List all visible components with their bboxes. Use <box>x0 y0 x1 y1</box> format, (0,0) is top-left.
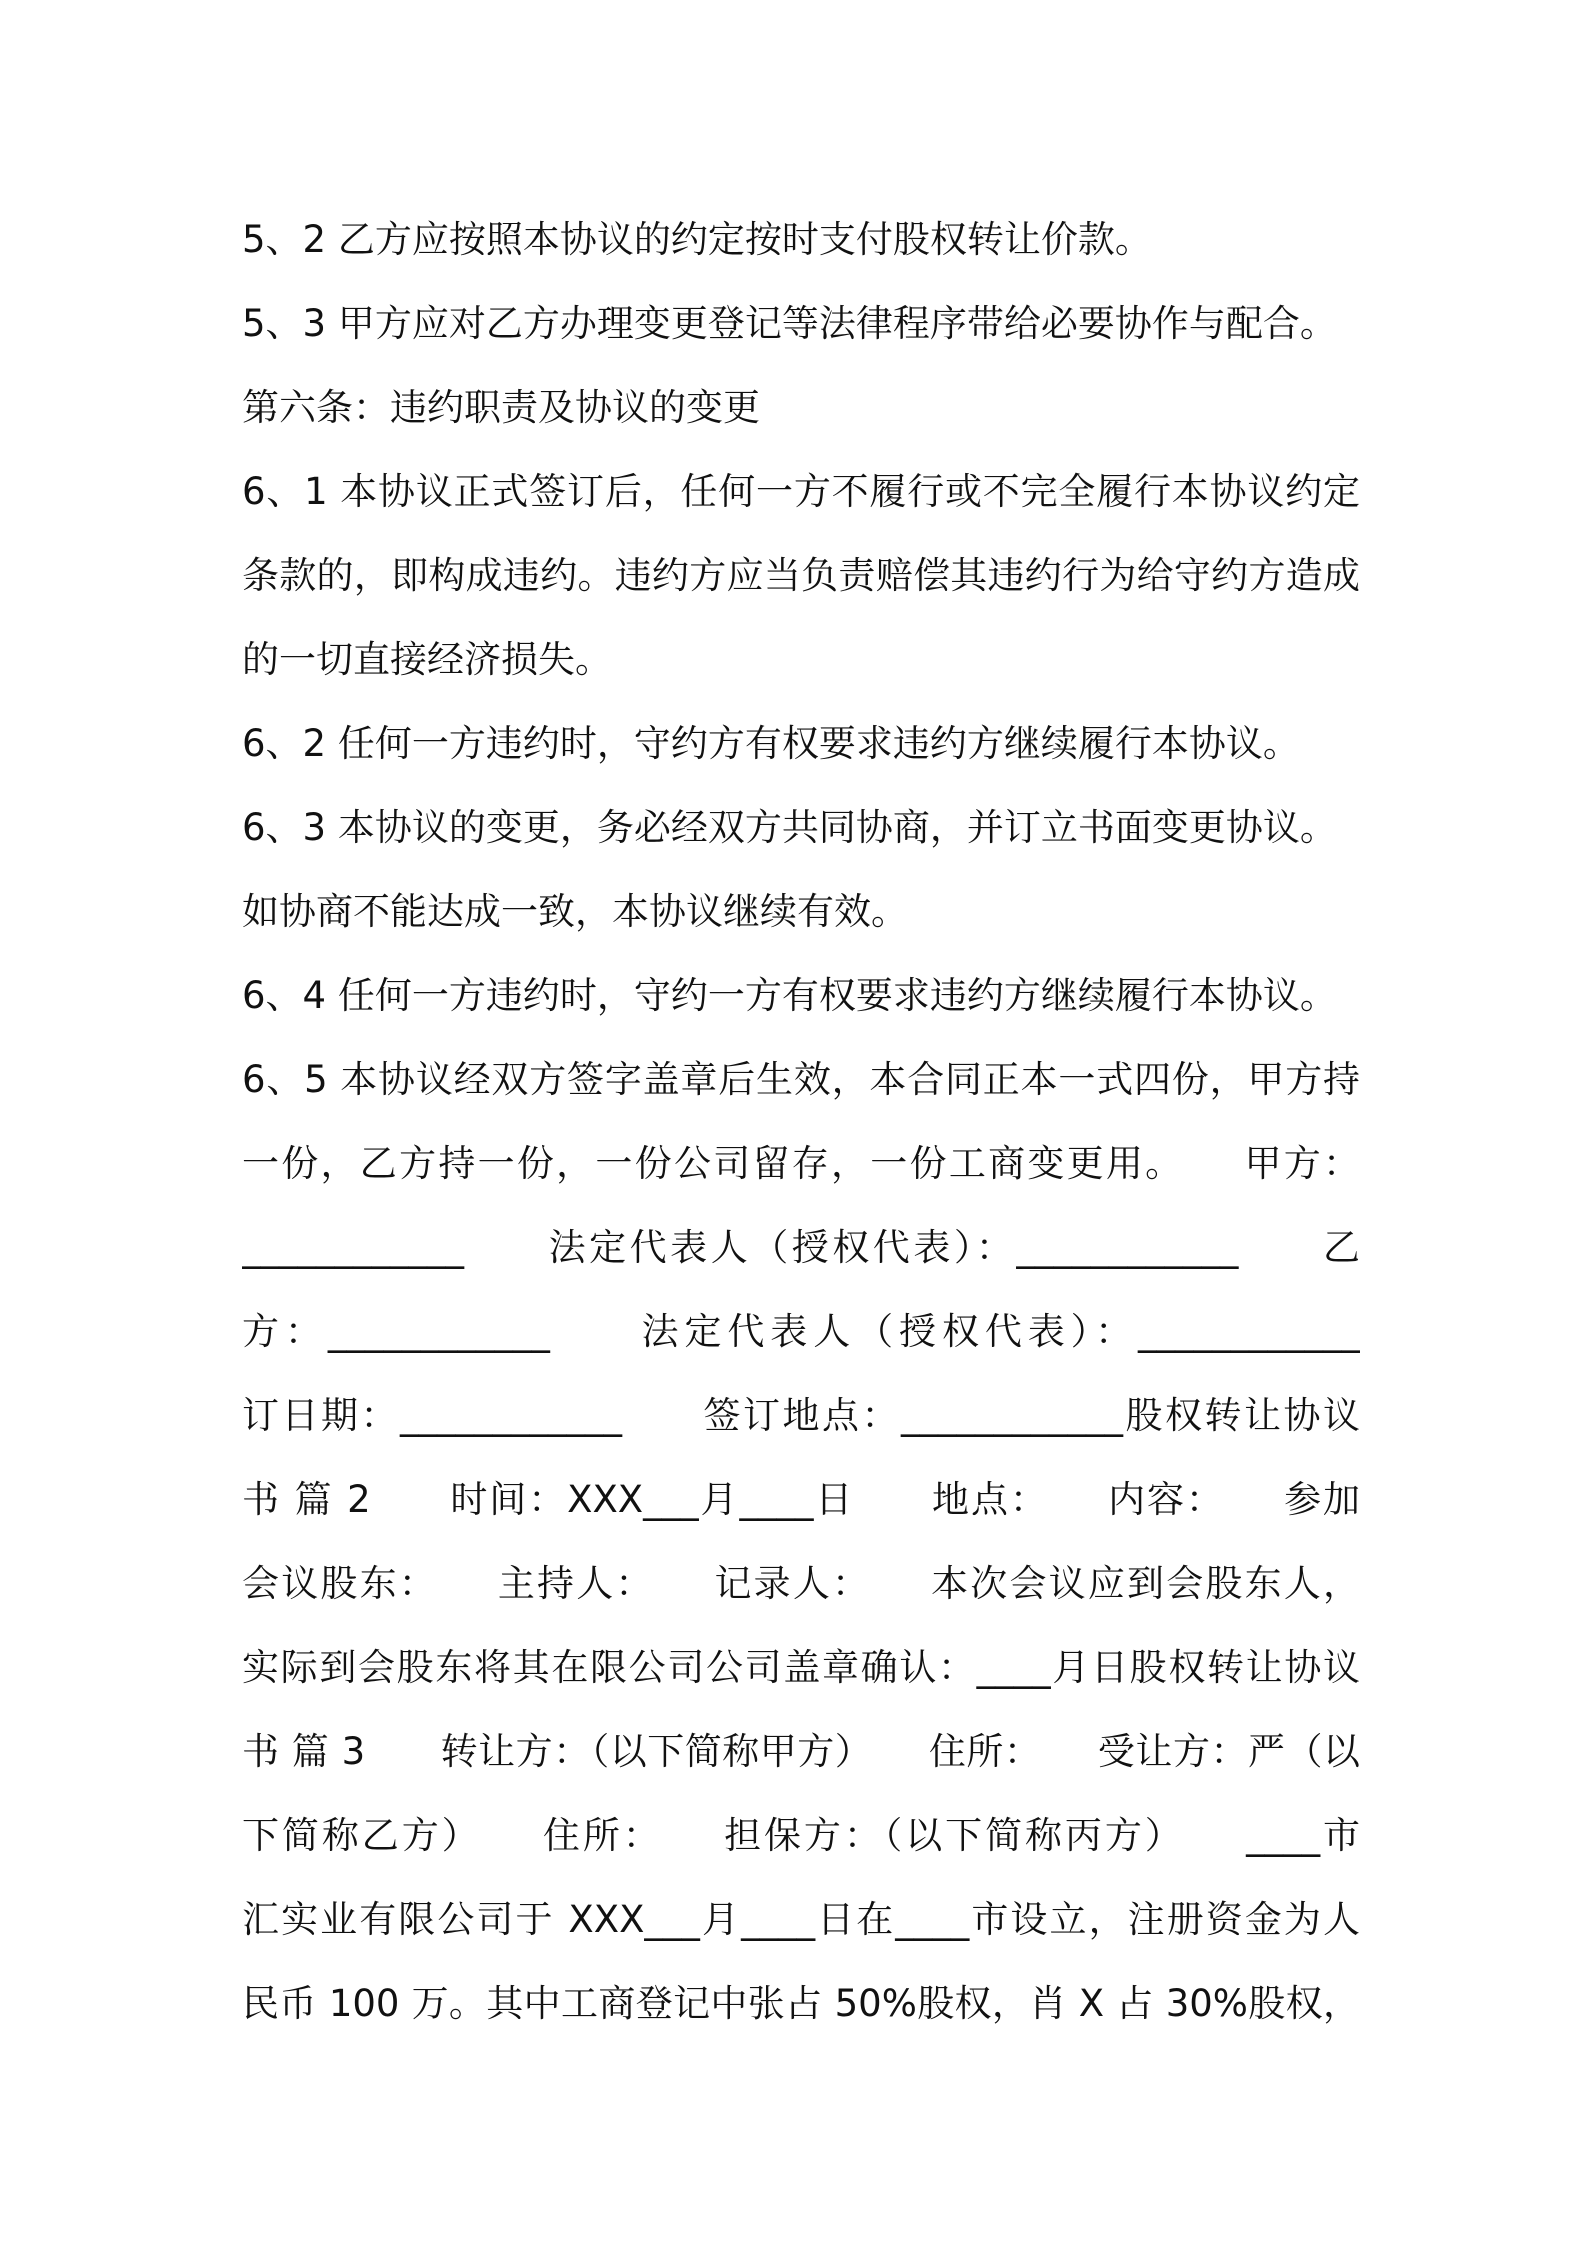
text-line: 书 篇 3 转让方：（以下简称甲方） 住所： 受让方：严（以 <box>242 1730 1360 1773</box>
document-body <box>242 198 1360 2046</box>
text-line: 6、5 本协议经双方签字盖章后生效，本合同正本一式四份，甲方持 <box>242 1058 1360 1101</box>
text-line: 6、2 任何一方违约时，守约方有权要求违约方继续履行本协议。 <box>242 722 1300 765</box>
text-line: 6、4 任何一方违约时，守约一方有权要求违约方继续履行本协议。 <box>242 974 1337 1017</box>
text-line: 条款的，即构成违约。违约方应当负责赔偿其违约行为给守约方造成 <box>242 554 1360 597</box>
text-line: 5、2 乙方应按照本协议的约定按时支付股权转让价款。 <box>242 218 1152 261</box>
signature-line: 订日期：____________ 签订地点：____________股权转让协议 <box>242 1394 1360 1437</box>
signature-line: 方：____________ 法定代表人（授权代表）：____________ <box>242 1310 1360 1353</box>
text-line: 实际到会股东将其在限公司公司盖章确认：____月日股权转让协议 <box>242 1646 1360 1689</box>
text-line: 书 篇 2 时间：XXX___月____日 地点： 内容： 参加 <box>242 1478 1360 1521</box>
text-line: 民币 100 万。其中工商登记中张占 50%股权，肖 X 占 30%股权， <box>242 1982 1360 2025</box>
text-line: 6、1 本协议正式签订后，任何一方不履行或不完全履行本协议约定 <box>242 470 1360 513</box>
text-line: 一份，乙方持一份，一份公司留存，一份工商变更用。 甲方： <box>242 1142 1360 1185</box>
signature-line: ____________ 法定代表人（授权代表）：____________ 乙 <box>242 1226 1360 1269</box>
text-line: 下简称乙方） 住所： 担保方：（以下简称丙方） ____市 <box>242 1814 1360 1857</box>
text-line: 如协商不能达成一致，本协议继续有效。 <box>242 890 908 933</box>
text-line: 汇实业有限公司于 XXX___月____日在____市设立，注册资金为人 <box>242 1898 1360 1941</box>
text-line: 6、3 本协议的变更，务必经双方共同协商，并订立书面变更协议。 <box>242 806 1337 849</box>
section-heading: 第六条：违约职责及协议的变更 <box>242 386 760 429</box>
text-line: 的一切直接经济损失。 <box>242 638 612 681</box>
text-line: 会议股东： 主持人： 记录人： 本次会议应到会股东人， <box>242 1562 1360 1605</box>
text-line: 5、3 甲方应对乙方办理变更登记等法律程序带给必要协作与配合。 <box>242 302 1337 345</box>
